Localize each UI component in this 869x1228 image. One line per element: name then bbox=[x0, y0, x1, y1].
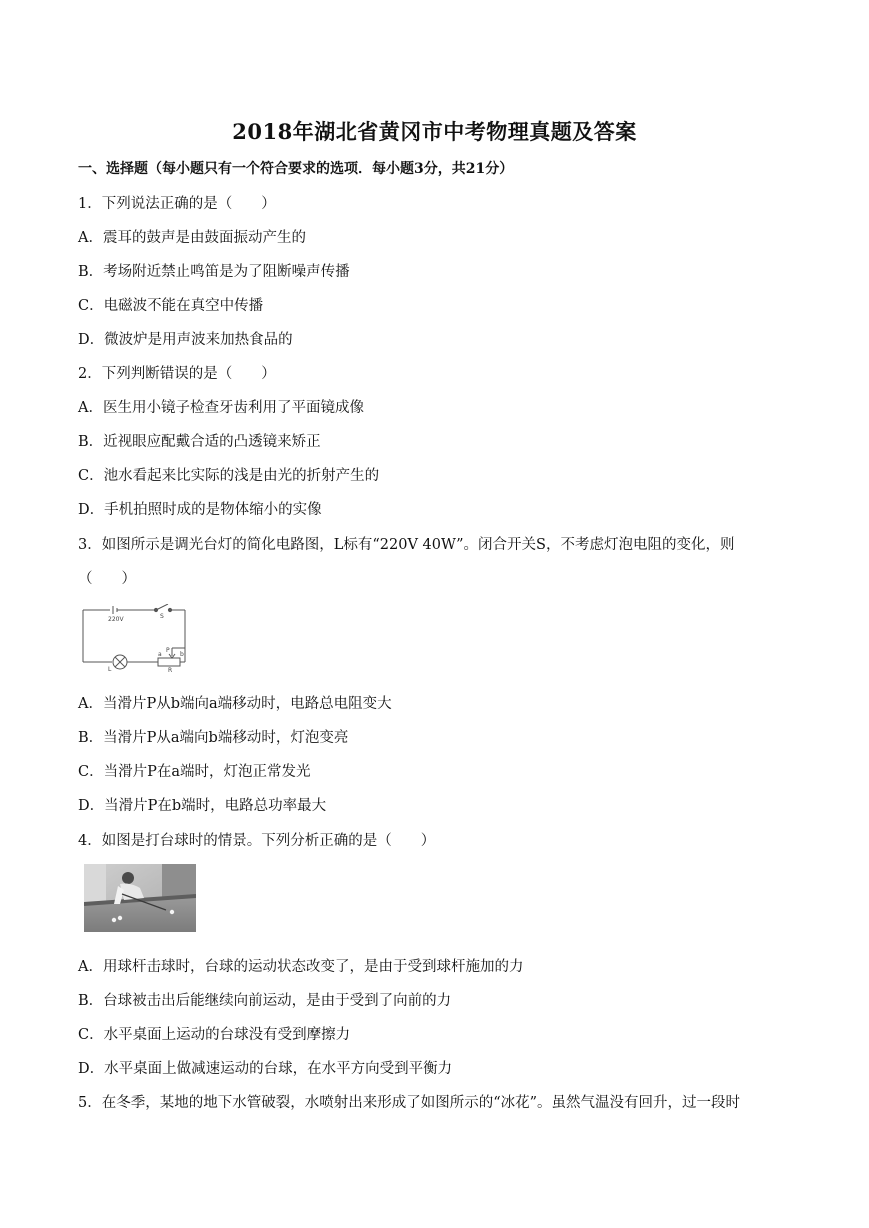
question-5-stem: 5．在冬季，某地的地下水管破裂，水喷射出来形成了如图所示的“冰花”。虽然气温没有回升，过一段时 bbox=[78, 1095, 741, 1111]
question-2-option-b: B．近视眼应配戴合适的凸透镜来矫正 bbox=[78, 434, 321, 450]
question-1-option-b: B．考场附近禁止鸣笛是为了阻断噪声传播 bbox=[78, 264, 350, 280]
question-2-option-d: D．手机拍照时成的是物体缩小的实像 bbox=[78, 502, 322, 518]
section-heading: 一、选择题（每小题只有一个符合要求的选项．每小题3分，共21分） bbox=[78, 161, 514, 177]
billiards-photo bbox=[84, 864, 196, 932]
label-end-a: a bbox=[158, 651, 162, 658]
question-3-option-c: C．当滑片P在a端时，灯泡正常发光 bbox=[78, 764, 311, 780]
billiards-photo-svg bbox=[84, 864, 196, 932]
label-resistor-r: R bbox=[168, 667, 173, 672]
label-switch-s: S bbox=[160, 613, 164, 620]
dimmer-circuit-diagram bbox=[80, 604, 192, 672]
question-3-stem-continued: （ ） bbox=[78, 571, 136, 587]
question-3-option-d: D．当滑片P在b端时，电路总功率最大 bbox=[78, 798, 327, 814]
question-3-stem: 3．如图所示是调光台灯的简化电路图，L标有“220V 40W”。闭合开关S，不考虑灯泡电阻的变化，则 bbox=[78, 537, 735, 553]
question-3-option-a: A．当滑片P从b端向a端移动时，电路总电阻变大 bbox=[78, 696, 392, 712]
question-4-stem: 4．如图是打台球时的情景。下列分析正确的是（ ） bbox=[78, 833, 436, 849]
label-end-b: b bbox=[180, 651, 184, 658]
label-slider-p: P bbox=[166, 647, 170, 654]
question-4-option-c: C．水平桌面上运动的台球没有受到摩擦力 bbox=[78, 1027, 351, 1043]
question-3-option-b: B．当滑片P从a端向b端移动时，灯泡变亮 bbox=[78, 730, 349, 746]
question-2-option-a: A．医生用小镜子检查牙齿利用了平面镜成像 bbox=[78, 400, 364, 416]
question-4-option-b: B．台球被击出后能继续向前运动，是由于受到了向前的力 bbox=[78, 993, 452, 1009]
page-title: 2018年湖北省黄冈市中考物理真题及答案 bbox=[232, 119, 637, 144]
question-2-stem: 2．下列判断错误的是（ ） bbox=[78, 366, 276, 382]
label-220v: 220V bbox=[108, 616, 124, 623]
question-2-option-c: C．池水看起来比实际的浅是由光的折射产生的 bbox=[78, 468, 380, 484]
circuit-svg bbox=[80, 604, 192, 672]
question-1-option-d: D．微波炉是用声波来加热食品的 bbox=[78, 332, 293, 348]
question-1-stem: 1．下列说法正确的是（ ） bbox=[78, 196, 276, 212]
question-4-option-d: D．水平桌面上做减速运动的台球，在水平方向受到平衡力 bbox=[78, 1061, 453, 1077]
question-1-option-c: C．电磁波不能在真空中传播 bbox=[78, 298, 264, 314]
question-4-option-a: A．用球杆击球时，台球的运动状态改变了，是由于受到球杆施加的力 bbox=[78, 959, 524, 975]
label-lamp-l: L bbox=[108, 666, 112, 672]
question-1-option-a: A．震耳的鼓声是由鼓面振动产生的 bbox=[78, 230, 306, 246]
